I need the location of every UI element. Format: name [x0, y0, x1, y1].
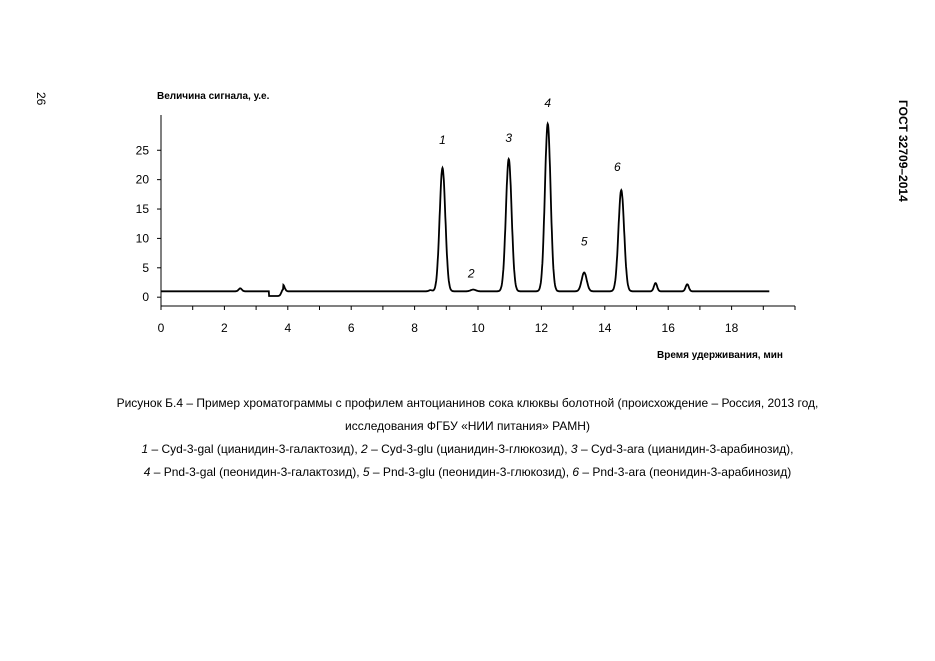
x-tick-label: 16	[661, 321, 675, 335]
x-tick-label: 10	[471, 321, 485, 335]
legend-num: 1	[141, 442, 149, 456]
x-tick-label: 8	[411, 321, 418, 335]
x-tick-label: 12	[534, 321, 549, 335]
peak-label: 2	[467, 266, 475, 281]
peak-label: 6	[613, 160, 621, 175]
chromatogram-trace	[161, 124, 769, 296]
y-axis-label: Величина сигнала, у.е.	[157, 91, 270, 102]
peak-label: 1	[439, 132, 446, 147]
y-tick-label: 5	[142, 260, 149, 275]
legend-text: – Cyd-3-glu (цианидин-3-глюкозид),	[367, 442, 571, 456]
legend-text: – Pnd-3-ara (пеонидин-3-арабинозид)	[579, 465, 792, 479]
axes	[161, 115, 795, 306]
y-tick-label: 0	[142, 290, 149, 305]
legend-text: – Cyd-3-gal (цианидин-3-галактозид),	[148, 442, 362, 456]
caption-line-1: Рисунок Б.4 – Пример хроматограммы с профилем антоцианинов сока клюквы болотной (происхождение – Россия, 2013 год,	[116, 396, 819, 410]
legend-text: – Cyd-3-ara (цианидин-3-арабинозид),	[577, 442, 794, 456]
y-tick-label: 20	[135, 172, 149, 187]
page-number: 26	[34, 92, 48, 106]
x-tick-label: 4	[284, 321, 292, 335]
caption-legend-row-1	[40, 440, 895, 458]
x-axis-label: Время удерживания, мин	[657, 350, 783, 361]
legend-num: 3	[570, 442, 578, 456]
figure-caption	[40, 394, 895, 486]
x-tick-label: 0	[157, 321, 165, 335]
y-tick-label: 25	[135, 143, 149, 158]
caption-line-2: исследования ФГБУ «НИИ питания» РАМН)	[345, 419, 590, 433]
x-tick-label: 2	[221, 321, 228, 335]
legend-text: – Pnd-3-glu (пеонидин-3-глюкозид),	[369, 465, 573, 479]
legend-num: 6	[572, 465, 580, 479]
peak-label: 4	[544, 95, 552, 110]
peak-label: 3	[505, 131, 513, 146]
legend-text: – Pnd-3-gal (пеонидин-3-галактозид),	[150, 465, 363, 479]
legend-num: 4	[143, 465, 151, 479]
legend-num: 2	[361, 442, 368, 456]
x-tick-label: 18	[724, 321, 739, 335]
y-tick-label: 10	[135, 231, 149, 246]
legend-num: 5	[362, 465, 370, 479]
x-tick-label: 6	[347, 321, 355, 335]
x-tick-label: 14	[598, 321, 612, 335]
y-tick-label: 15	[135, 202, 149, 217]
standard-code: ГОСТ 32709–2014	[896, 100, 910, 202]
caption-legend-row-2	[40, 463, 895, 481]
peak-label: 5	[580, 234, 588, 249]
peak-labels	[439, 96, 621, 281]
